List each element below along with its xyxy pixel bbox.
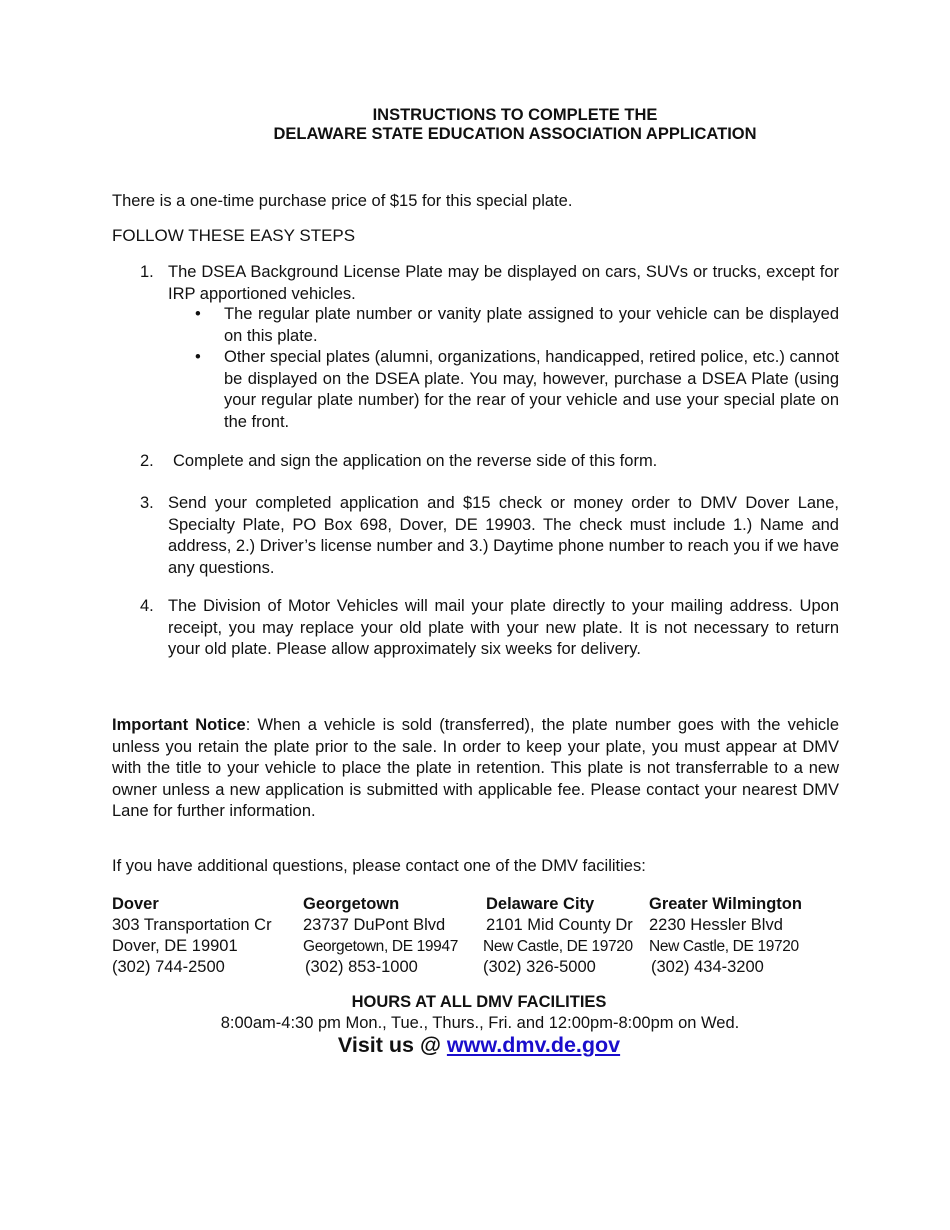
bullet-text: The regular plate number or vanity plate assigned to your vehicle can be displayed on this plate. (224, 305, 839, 345)
bullet-icon: • (195, 348, 201, 366)
intro-text: There is a one-time purchase price of $15 for this special plate. (112, 192, 573, 210)
facility-name: Greater Wilmington (649, 895, 802, 913)
steps-heading: FOLLOW THESE EASY STEPS (112, 226, 356, 245)
contact-intro: If you have additional questions, please contact one of the DMV facilities: (112, 857, 646, 875)
facility-street: 303 Transportation Cr (112, 916, 272, 934)
document-title-line2: DELAWARE STATE EDUCATION ASSOCIATION APPLICATION (273, 125, 757, 143)
bullet-text: Other special plates (alumni, organizations, handicapped, retired police, etc.) cannot be displayed on the DSEA plate. You may, however, purchase a DSEA Plate (using your regular plate number) for the rear of your vehicle and use your special plate on the front. (224, 348, 839, 431)
step-text: Complete and sign the application on the reverse side of this form. (173, 452, 658, 470)
facility-georgetown (303, 894, 458, 978)
step-number: 1. (140, 263, 154, 281)
facility-city: New Castle, DE 19720 (649, 938, 799, 955)
facility-phone: (302) 434-3200 (651, 958, 764, 976)
facility-city: Georgetown, DE 19947 (303, 938, 458, 955)
step-number: 2. (140, 452, 154, 470)
notice-label: Important Notice (112, 716, 246, 734)
facility-street: 23737 DuPont Blvd (303, 916, 446, 934)
step-number: 4. (140, 597, 154, 615)
facility-street: 2101 Mid County Dr (486, 916, 633, 934)
step-text: The DSEA Background License Plate may be displayed on cars, SUVs or trucks, except for IRP apportioned vehicles. (168, 263, 839, 303)
facility-city: New Castle, DE 19720 (483, 938, 633, 955)
facility-name: Dover (112, 895, 159, 913)
document-title-line1: INSTRUCTIONS TO COMPLETE THE (372, 106, 658, 124)
facility-phone: (302) 744-2500 (112, 958, 225, 976)
facility-phone: (302) 326-5000 (483, 958, 596, 976)
facility-greater-wilmington (649, 894, 802, 978)
facility-name: Delaware City (486, 895, 595, 913)
dmv-website-link[interactable]: www.dmv.de.gov (446, 1033, 621, 1057)
facility-city: Dover, DE 19901 (112, 937, 238, 955)
step-number: 3. (140, 494, 154, 512)
visit-prefix: Visit us @ (337, 1033, 447, 1057)
hours-heading: HOURS AT ALL DMV FACILITIES (351, 993, 607, 1011)
facility-street: 2230 Hessler Blvd (649, 916, 783, 934)
visit-line (0, 1031, 950, 1059)
bullet-icon: • (195, 305, 201, 323)
step-text: Send your completed application and $15 check or money order to DMV Dover Lane, Specialty Plate, PO Box 698, Dover, DE 19903. The check must include 1.) Name and address, 2.) Driver’s license number and 3.) Daytime phone number to reach you if we have any questions. (168, 494, 839, 577)
facility-dover (112, 894, 272, 978)
facility-name: Georgetown (303, 895, 400, 913)
important-notice (112, 715, 839, 823)
hours-text: 8:00am-4:30 pm Mon., Tue., Thurs., Fri. and 12:00pm-8:00pm on Wed. (220, 1014, 740, 1032)
step-text: The Division of Motor Vehicles will mail your plate directly to your mailing address. Upon receipt, you may replace your old plate with your new plate. It is not necessary to return your old plate. Please allow approximately six weeks for delivery. (168, 597, 839, 658)
facility-delaware-city (483, 894, 633, 978)
facility-phone: (302) 853-1000 (305, 958, 418, 976)
notice-text: : When a vehicle is sold (transferred), the plate number goes with the vehicle unless you retain the plate prior to the sale. In order to keep your plate, you must appear at DMV with the title to your vehicle to place the plate in retention. This plate is not transferrable to a new owner unless a new application is submitted with applicable fee. Please contact your nearest DMV Lane for further information. (112, 716, 839, 820)
